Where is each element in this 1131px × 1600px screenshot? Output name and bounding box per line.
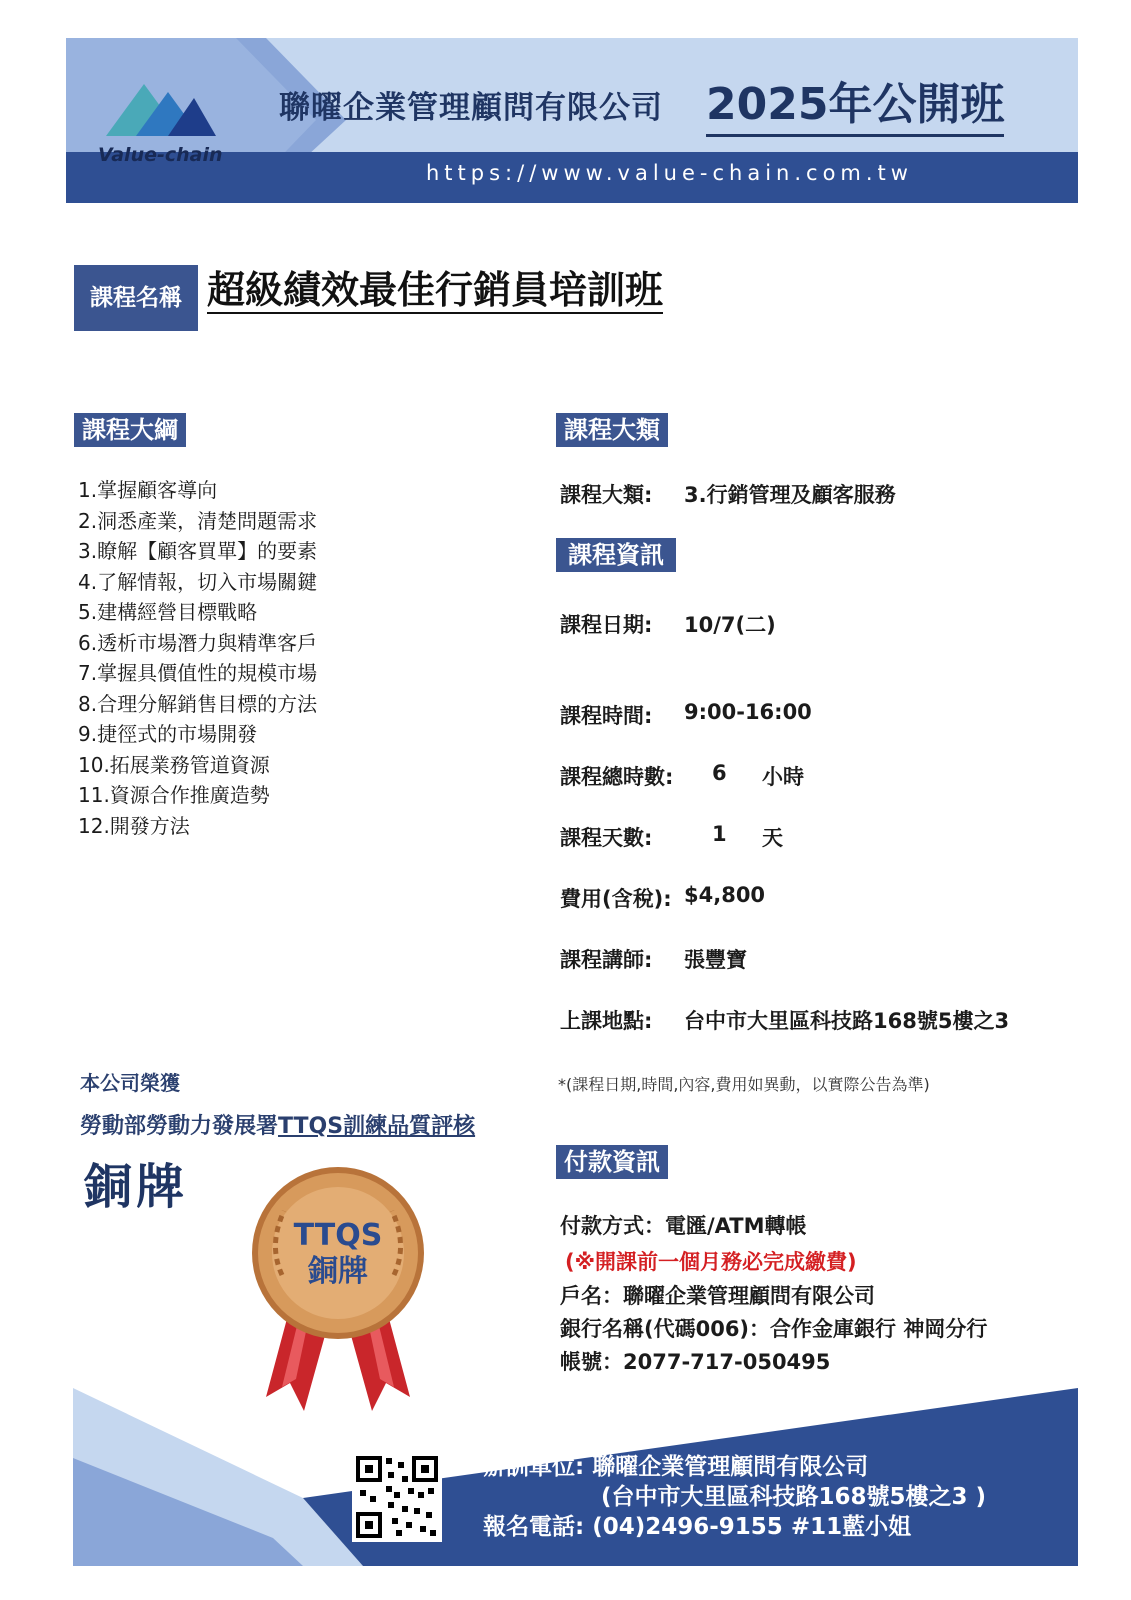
date-value: 10/7(二)	[684, 613, 776, 637]
logo-mountain-icon	[96, 74, 226, 144]
category-value: 3.行銷管理及顧客服務	[684, 483, 896, 507]
outline-item: 5.建構經營目標戰略	[78, 600, 258, 624]
payment-warning: (※開課前一個月務必完成繳費)	[565, 1250, 857, 1274]
hours-row	[560, 761, 804, 791]
year-title: 2025年公開班	[706, 68, 1004, 137]
logo-text: Value-chain	[98, 144, 223, 166]
time-row	[560, 700, 812, 730]
outline-item: 4.了解情報，切入市場關鍵	[78, 569, 318, 594]
course-name-tag: 課程名稱	[74, 265, 198, 331]
website-url[interactable]: https://www.value-chain.com.tw	[426, 161, 913, 185]
time-value: 9:00-16:00	[684, 700, 812, 724]
bank-name: 銀行名稱(代碼006)：合作金庫銀行 神岡分行	[560, 1317, 988, 1341]
organizer-address: (台中市大里區科技路168號5樓之3 )	[601, 1484, 987, 1510]
outline-item: 8.合理分解銷售目標的方法	[78, 691, 318, 716]
hours-value: 6	[712, 761, 727, 785]
outline-item: 10.拓展業務管道資源	[78, 752, 270, 777]
honor-line-1: 本公司榮獲	[80, 1071, 180, 1095]
course-title: 超級績效最佳行銷員培訓班	[207, 268, 664, 312]
location-row	[560, 1005, 1010, 1035]
outline-item: 1.掌握顧客導向	[78, 478, 218, 502]
fee-row	[560, 883, 766, 913]
hours-unit: 小時	[762, 765, 804, 789]
outline-tag: 課程大綱	[74, 413, 186, 447]
days-value: 1	[712, 822, 727, 846]
honor-agency: 勞動部勞動力發展署	[80, 1114, 279, 1139]
hours-label: 課程總時數:	[560, 765, 674, 789]
outline-list	[78, 475, 317, 841]
honor-line-2	[80, 1109, 475, 1140]
header-banner	[66, 38, 1078, 203]
bronze-award-title: 銅牌	[84, 1159, 189, 1215]
location-label: 上課地點:	[560, 1009, 653, 1033]
category-tag: 課程大類	[556, 413, 668, 447]
medal-line-1: TTQS	[293, 1218, 383, 1253]
location-value: 台中市大里區科技路168號5樓之3	[684, 1009, 1010, 1033]
qr-code-icon	[352, 1452, 442, 1542]
days-label: 課程天數:	[560, 826, 653, 850]
fee-value: $4,800	[684, 883, 766, 907]
days-row	[560, 822, 783, 852]
outline-item: 11.資源合作推廣造勢	[78, 783, 270, 807]
info-tag: 課程資訊	[556, 538, 676, 572]
date-row	[560, 609, 776, 639]
outline-item: 9.捷徑式的市場開發	[78, 722, 258, 746]
account-name: 戶名：聯曜企業管理顧問有限公司	[560, 1284, 875, 1308]
change-note: *(課程日期,時間,內容,費用如異動，以實際公告為準)	[558, 1075, 930, 1094]
medal-line-2: 銅牌	[308, 1254, 368, 1289]
outline-item: 12.開發方法	[78, 813, 190, 838]
company-heading: 聯曜企業管理顧問有限公司	[279, 90, 663, 126]
category-label: 課程大類:	[560, 483, 653, 507]
teacher-value: 張豐寶	[684, 948, 747, 972]
outline-item: 6.透析市場潛力與精準客戶	[78, 630, 318, 655]
outline-item: 7.掌握具價值性的規模市場	[78, 661, 318, 685]
date-label: 課程日期:	[560, 613, 653, 637]
time-label: 課程時間:	[560, 704, 653, 728]
teacher-label: 課程講師:	[560, 948, 653, 972]
account-number: 帳號：2077-717-050495	[560, 1350, 831, 1374]
payment-tag: 付款資訊	[556, 1145, 668, 1179]
outline-item: 3.瞭解【顧客買單】的要素	[78, 539, 318, 563]
organizer-line: 辦訓單位: 聯曜企業管理顧問有限公司	[483, 1454, 869, 1480]
days-unit: 天	[762, 826, 783, 850]
honor-ttqs: TTQS訓練品質評核	[278, 1114, 476, 1139]
phone-line: 報名電話: (04)2496-9155 #11藍小姐	[483, 1514, 912, 1540]
category-row	[560, 479, 896, 509]
bronze-medal-icon	[238, 1165, 438, 1415]
fee-label: 費用(含稅):	[560, 887, 672, 911]
payment-method: 付款方式：電匯/ATM轉帳	[560, 1214, 807, 1238]
teacher-row	[560, 944, 747, 974]
outline-item: 2.洞悉產業，清楚問題需求	[78, 508, 318, 533]
qr-code[interactable]	[352, 1452, 442, 1542]
